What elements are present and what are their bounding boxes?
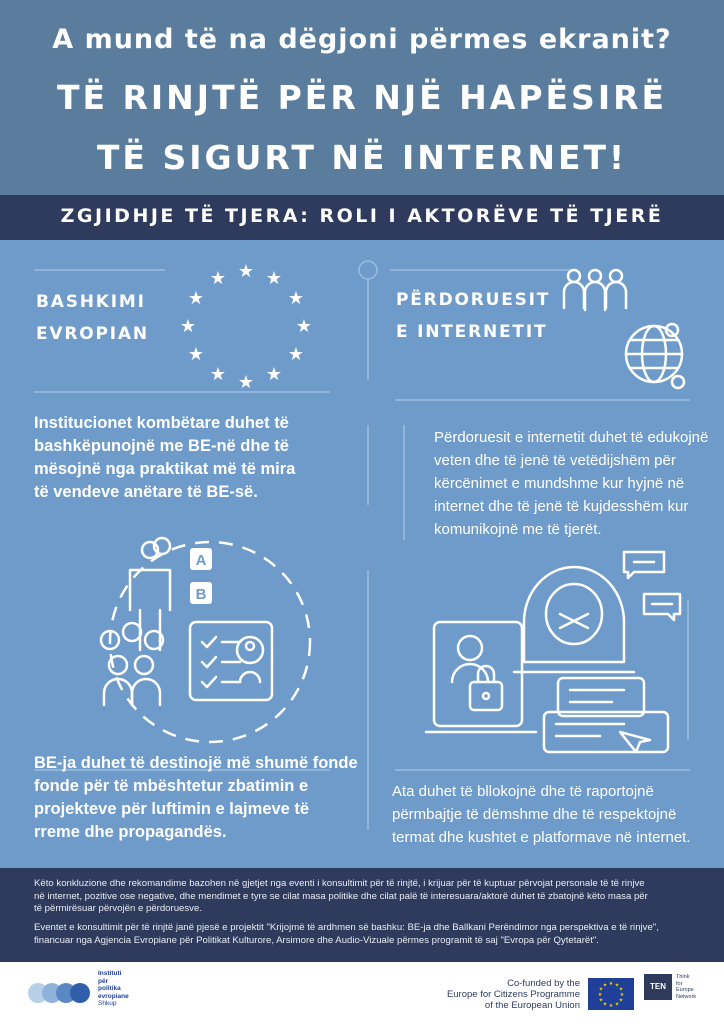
svg-text:★: ★ xyxy=(179,316,197,337)
institute-line3: politika xyxy=(98,985,121,992)
section-band-label: ZGJIDHJE TË TJERA: ROLI I AKTORËVE TË TJERË xyxy=(60,205,664,227)
svg-text:★: ★ xyxy=(598,986,604,993)
left-p1-line2: bashkëpunojnë me BE-në dhe të xyxy=(34,437,289,455)
left-p1-line4: të vendeve anëtare të BE-së. xyxy=(34,483,258,501)
left-p1-line3: mësojnë nga praktikat më të mira xyxy=(34,460,296,478)
eu-flag-icon xyxy=(588,978,634,1010)
footer-f1-line1: Këto konkluzione dhe rekomandime bazohen në gjetjet nga eventi i konsultimit për të rinjtë, i krijuar për të kuptuar përvojat personale të të rinjve xyxy=(34,878,645,889)
svg-text:★: ★ xyxy=(295,316,313,337)
right-paragraph-2 xyxy=(392,780,712,849)
svg-text:★: ★ xyxy=(265,268,283,289)
svg-text:★: ★ xyxy=(614,982,620,989)
letter-a: A xyxy=(195,552,207,569)
letter-b: B xyxy=(195,586,207,603)
svg-text:★: ★ xyxy=(187,344,205,365)
svg-text:★: ★ xyxy=(287,288,305,309)
footer-note-2 xyxy=(34,922,694,947)
eu-cooperation-illustration xyxy=(90,530,330,760)
svg-text:★: ★ xyxy=(608,1003,614,1009)
left-p2-line2: fonde për të mbështetur zbatimin e xyxy=(34,777,309,795)
svg-text:★: ★ xyxy=(237,372,255,393)
footer-f1-line2: në internet, pozitive ose negative, dhe mendimet e tyre se cilat masa politike dhe cilat palë të interesuara/aktorë duhet të zbatojnë këto masa për xyxy=(34,890,648,902)
svg-text:★: ★ xyxy=(209,364,227,385)
main-panel xyxy=(0,240,724,868)
right-p1-line2: veten dhe të jenë të vetëdijshëm për xyxy=(434,452,676,469)
svg-text:★: ★ xyxy=(287,344,305,365)
left-heading-line2: EVROPIAN xyxy=(36,324,149,344)
ten-sub-line1: Think xyxy=(676,974,690,980)
right-p1-line4: internet dhe të jenë të kujdesshëm kur xyxy=(434,498,689,515)
left-p2-line4: rreme dhe propagandës. xyxy=(34,823,227,841)
footer-note-1 xyxy=(34,878,694,916)
left-heading-line1: BASHKIMI xyxy=(36,292,146,312)
cofunded-text xyxy=(440,978,580,1011)
ten-logo-subtext xyxy=(676,974,696,1000)
ten-sub-line2: for xyxy=(676,980,683,987)
cofunded-line3: of the European Union xyxy=(484,1000,580,1011)
right-heading-line1: PËRDORUESIT xyxy=(396,290,551,310)
cofunded-line1: Co-funded by the xyxy=(507,978,580,989)
eu-stars-icon xyxy=(176,262,316,402)
globe-icon xyxy=(620,320,692,392)
svg-text:★: ★ xyxy=(614,1001,620,1008)
institute-line4: evropiane xyxy=(98,992,129,1000)
institute-line5: Shkup xyxy=(98,1000,117,1007)
logo-strip xyxy=(0,962,724,1024)
section-band xyxy=(0,195,724,240)
header-question: A mund të na dëgjoni përmes ekranit? xyxy=(52,24,672,55)
institute-line1: Instituti xyxy=(98,970,122,977)
right-paragraph-1 xyxy=(434,426,724,541)
internet-safety-illustration xyxy=(424,552,704,782)
svg-text:★: ★ xyxy=(597,992,603,998)
left-p2-line1: BE-ja duhet të destinojë më shumë fonde xyxy=(34,754,358,772)
right-p2-line3: termat dhe kushtet e platformave në internet. xyxy=(392,829,691,846)
right-p2-line1: Ata duhet të bllokojnë dhe të raportojnë xyxy=(392,783,654,800)
left-paragraph-1 xyxy=(34,412,354,504)
ten-logo: TEN xyxy=(644,974,672,1000)
right-p1-line5: komunikojnë me të tjerët. xyxy=(434,521,602,538)
cofunded-line2: Europe for Citizens Programme xyxy=(446,989,580,1000)
left-p2-line3: projekteve për luftimin e lajmeve të xyxy=(34,800,310,818)
left-p1-line1: Institucionet kombëtare duhet të xyxy=(34,414,289,432)
right-heading xyxy=(396,284,550,348)
right-p1-line1: Përdoruesit e internetit duhet të edukojnë xyxy=(434,429,709,446)
institute-line2: për xyxy=(98,977,109,985)
svg-text:★: ★ xyxy=(237,261,255,282)
svg-text:★: ★ xyxy=(619,992,625,998)
svg-text:★: ★ xyxy=(602,1001,608,1008)
svg-text:★: ★ xyxy=(602,982,608,989)
ten-sub-line4: Network xyxy=(676,993,697,1000)
svg-text:★: ★ xyxy=(598,997,604,1004)
svg-text:★: ★ xyxy=(187,288,205,309)
header-title-line1: TË RINJTË PËR NJË HAPËSIRË xyxy=(56,78,668,117)
right-p2-line2: përmbajtje të dëmshme dhe të respektojnë xyxy=(392,806,677,823)
footer-f2-line2: financuar nga Agjencia Evropiane për Politikat Kulturore, Arsimore dhe Audio-Vizuale përmes programit të saj "Evropa për Qytetarët". xyxy=(34,934,599,946)
svg-text:★: ★ xyxy=(209,268,227,289)
header-title-line2: TË SIGURT NË INTERNET! xyxy=(96,138,628,177)
ten-sub-line3: Europe xyxy=(676,987,694,993)
left-heading xyxy=(36,286,149,350)
footer-f1-line3: të përmirësuar përvojën e përdoruesve. xyxy=(34,903,202,914)
svg-text:★: ★ xyxy=(618,986,624,993)
header xyxy=(0,0,724,195)
right-heading-line2: E INTERNETIT xyxy=(396,322,548,342)
right-p1-line3: kërcënimet e mundshme kur hyjnë në xyxy=(434,475,685,492)
people-group-icon xyxy=(560,268,630,318)
footer-f2-line1: Eventet e konsultimit për të rinjtë janë pjesë e projektit "Krijojmë të ardhmen së bashku: BE-ja dhe Ballkani Perëndimor nga perspektiva e të rinjve", xyxy=(34,922,659,933)
svg-text:★: ★ xyxy=(618,997,624,1004)
svg-text:★: ★ xyxy=(608,981,614,987)
institute-logo-icon xyxy=(26,978,96,1008)
institute-logo-text xyxy=(98,970,129,1008)
svg-text:★: ★ xyxy=(265,364,283,385)
footer-notes xyxy=(0,868,724,962)
left-paragraph-2 xyxy=(34,752,364,844)
